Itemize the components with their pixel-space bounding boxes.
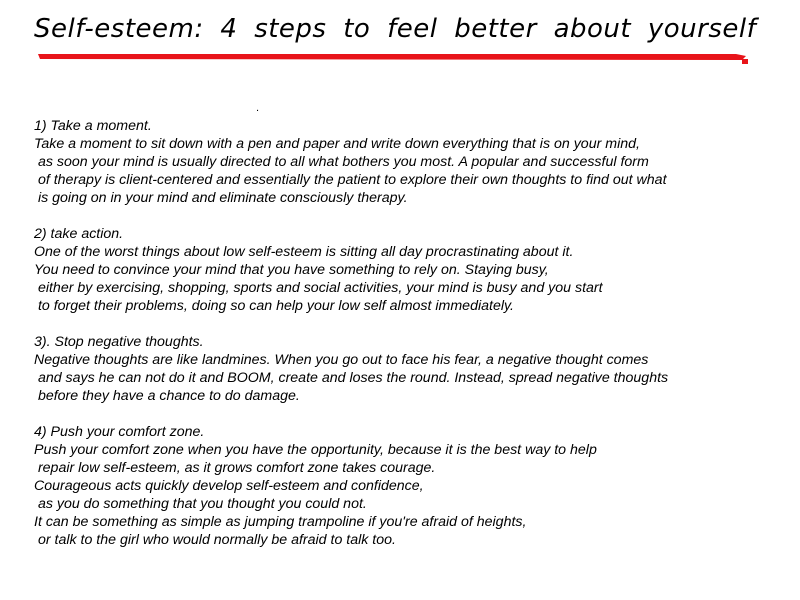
paragraph-line: as soon your mind is usually directed to all what bothers you most. A popular and successful form (34, 154, 649, 170)
section-heading: 3). Stop negative thoughts. (34, 334, 204, 350)
paragraph-line: repair low self-esteem, as it grows comfort zone takes courage. (34, 460, 436, 476)
paragraph-line: Courageous acts quickly develop self-esteem and confidence, (34, 478, 424, 494)
section-heading: 2) take action. (34, 226, 124, 242)
paragraph-line: One of the worst things about low self-esteem is sitting all day procrastinating about it. (34, 244, 574, 260)
paragraph-line: Negative thoughts are like landmines. When you go out to face his fear, a negative thought comes (34, 352, 649, 368)
paragraph-line: It can be something as simple as jumping trampoline if you're afraid of heights, (34, 514, 527, 530)
paragraph-line: Push your comfort zone when you have the opportunity, because it is the best way to help (34, 442, 597, 458)
paragraph-line: Take a moment to sit down with a pen and paper and write down everything that is on your mind, (34, 136, 640, 152)
section-stop-negative-thoughts (34, 333, 796, 405)
article-body (34, 117, 796, 549)
paragraph-line: and says he can not do it and BOOM, create and loses the round. Instead, spread negative thoughts (34, 370, 669, 386)
paragraph-line: either by exercising, shopping, sports and social activities, your mind is busy and you start (34, 280, 603, 296)
section-take-a-moment (34, 117, 796, 207)
section-heading: 1) Take a moment. (34, 118, 152, 134)
title-underline (36, 50, 756, 66)
paragraph-line: to forget their problems, doing so can help your low self almost immediately. (34, 298, 514, 314)
paragraph-line: You need to convince your mind that you have something to rely on. Staying busy, (34, 262, 549, 278)
paragraph-line: is going on in your mind and eliminate consciously therapy. (34, 190, 408, 206)
section-push-comfort-zone (34, 423, 796, 549)
page-title: Self-esteem: 4 steps to feel better about yourself (34, 14, 757, 44)
section-heading: 4) Push your comfort zone. (34, 424, 205, 440)
paragraph-line: as you do something that you thought you could not. (34, 496, 367, 512)
paragraph-line: of therapy is client-centered and essentially the patient to explore their own thoughts to find out what (34, 172, 667, 188)
section-take-action (34, 225, 796, 315)
paragraph-line: before they have a chance to do damage. (34, 388, 300, 404)
paragraph-line: or talk to the girl who would normally be afraid to talk too. (34, 532, 396, 548)
stray-dot: . (256, 102, 260, 114)
